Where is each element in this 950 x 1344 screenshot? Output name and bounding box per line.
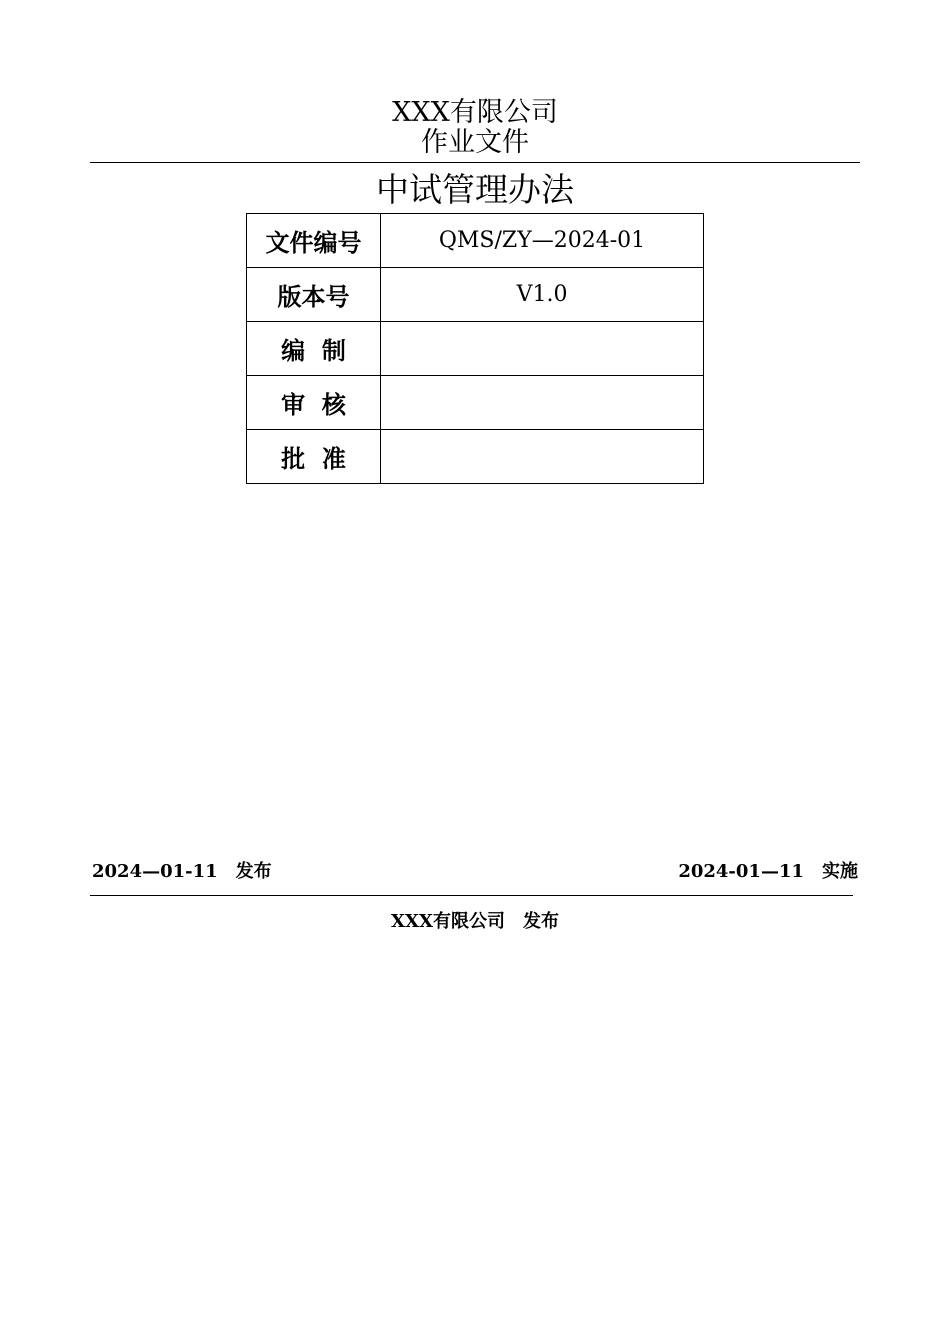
publish-date: 2024—01-11: [92, 861, 218, 882]
footer-divider: [90, 895, 853, 896]
effective-date-line: [678, 860, 858, 884]
approved-by-value: [381, 430, 704, 484]
prepared-by-value: [381, 322, 704, 376]
document-title: 中试管理办法: [376, 170, 574, 209]
approved-by-label: 批 准: [247, 430, 381, 484]
reviewed-by-label: 审 核: [247, 376, 381, 430]
table-row-doc-number: [247, 214, 704, 268]
doc-number-label: 文件编号: [247, 214, 381, 268]
doc-number-value: QMS/ZY—2024-01: [381, 214, 704, 268]
table-row-prepared-by: [247, 322, 704, 376]
footer-publish-label: 发布: [522, 911, 559, 932]
effective-date: 2024-01—11: [678, 861, 804, 882]
header-divider: [90, 162, 860, 163]
table-row-reviewed-by: [247, 376, 704, 430]
table-row-approved-by: [247, 430, 704, 484]
company-name: XXX有限公司: [392, 97, 558, 128]
document-info-table: [246, 213, 704, 484]
table-row-version: [247, 268, 704, 322]
publish-date-line: [92, 860, 272, 884]
publish-label: 发布: [235, 861, 272, 882]
version-label: 版本号: [247, 268, 381, 322]
effective-label: 实施: [822, 861, 858, 882]
document-type: 作业文件: [421, 127, 529, 158]
version-value: V1.0: [381, 268, 704, 322]
footer-publisher-line: [0, 910, 950, 934]
reviewed-by-value: [381, 376, 704, 430]
prepared-by-label: 编 制: [247, 322, 381, 376]
footer-company: XXX有限公司: [391, 911, 505, 932]
